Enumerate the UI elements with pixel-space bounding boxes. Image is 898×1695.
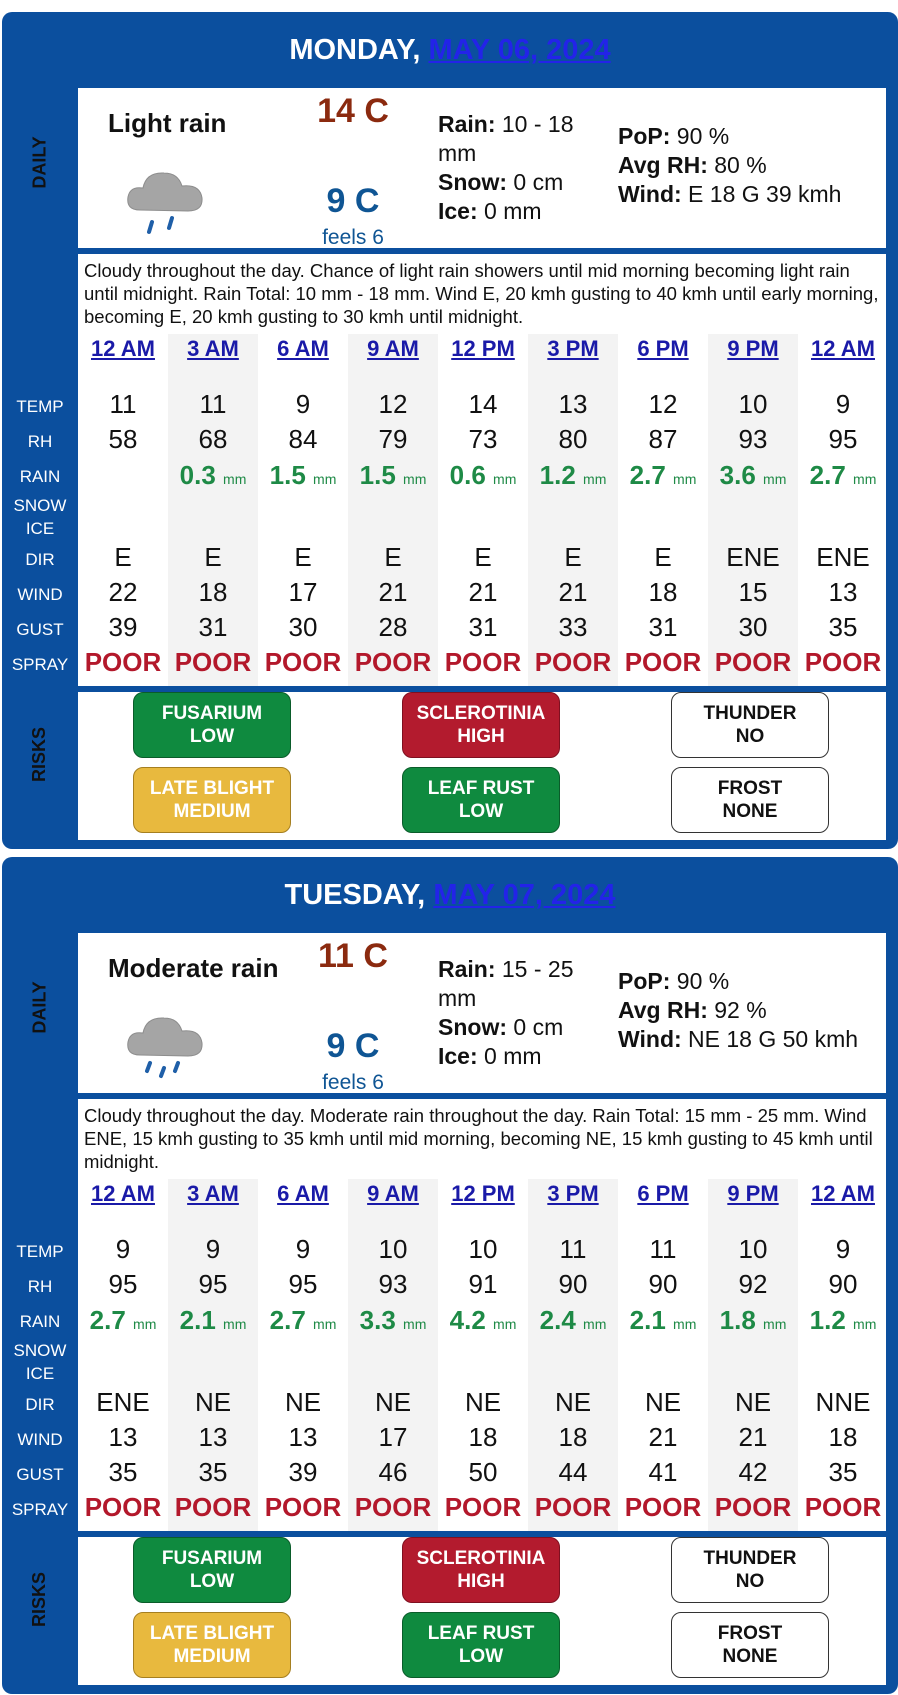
rh-cell: 68 bbox=[198, 424, 228, 454]
wind-cell: 17 bbox=[378, 1422, 408, 1452]
wind-cell: 15 bbox=[738, 577, 768, 607]
rain-unit: mm bbox=[853, 1316, 877, 1332]
temp-cell: 9 bbox=[115, 1234, 131, 1264]
hourly-table bbox=[78, 334, 886, 686]
wind-cell: 13 bbox=[198, 1422, 228, 1452]
rain-amount-value: 15 - 25 mm bbox=[438, 956, 574, 1011]
snow-amount-value: 0 cm bbox=[507, 169, 564, 195]
rain-cloud-icon bbox=[122, 160, 212, 240]
dir-cell: E bbox=[294, 542, 312, 572]
weekday-label: TUESDAY, bbox=[284, 879, 426, 911]
rain-value: 0.6 bbox=[449, 460, 486, 490]
wind-cell: 21 bbox=[648, 1422, 678, 1452]
temp-cell: 11 bbox=[199, 389, 227, 419]
hour-column bbox=[348, 1179, 438, 1531]
risks-side-label: RISKS bbox=[29, 726, 50, 783]
spray-cell: POOR bbox=[264, 647, 342, 677]
rain-cell bbox=[168, 460, 258, 491]
hour-link[interactable]: 6 AM bbox=[277, 1181, 329, 1206]
risk-badge bbox=[671, 767, 829, 833]
hour-column bbox=[258, 1179, 348, 1531]
wind-cell: 18 bbox=[198, 577, 228, 607]
hour-link[interactable]: 12 AM bbox=[811, 336, 875, 361]
row-label-rh: RH bbox=[27, 432, 53, 451]
wind-cell: 17 bbox=[288, 577, 318, 607]
hour-column bbox=[708, 334, 798, 686]
rain-unit: mm bbox=[223, 1316, 247, 1332]
risk-badge bbox=[133, 692, 291, 758]
spray-cell: POOR bbox=[444, 1492, 522, 1522]
day-card bbox=[2, 12, 898, 849]
temp-cell: 11 bbox=[559, 1234, 587, 1264]
risk-badge bbox=[402, 1612, 560, 1678]
rain-cell bbox=[618, 460, 708, 491]
rain-value: 1.2 bbox=[809, 1305, 846, 1335]
rain-value: 1.2 bbox=[539, 460, 576, 490]
rain-cell bbox=[258, 460, 348, 491]
dir-cell: E bbox=[654, 542, 672, 572]
date-link[interactable]: MAY 06, 2024 bbox=[428, 34, 611, 66]
rh-cell: 58 bbox=[108, 424, 138, 454]
row-label-rain: RAIN bbox=[19, 467, 61, 486]
hour-column bbox=[528, 1179, 618, 1531]
rh-cell: 79 bbox=[378, 424, 408, 454]
wind-cell: 18 bbox=[648, 577, 678, 607]
rain-amount-label: Rain: bbox=[438, 956, 496, 982]
avg-rh-label: Avg RH: bbox=[618, 997, 708, 1023]
hour-column bbox=[798, 1179, 888, 1531]
risks-panel bbox=[78, 692, 886, 840]
temp-cell: 10 bbox=[738, 1234, 768, 1264]
risk-badge bbox=[133, 1537, 291, 1603]
rh-cell: 73 bbox=[468, 424, 498, 454]
temp-cell: 10 bbox=[738, 389, 768, 419]
rain-cell bbox=[528, 460, 618, 491]
rain-cell bbox=[708, 1305, 798, 1336]
hour-link[interactable]: 6 PM bbox=[637, 1181, 689, 1206]
spray-cell: POOR bbox=[624, 1492, 702, 1522]
wind-cell: 21 bbox=[378, 577, 408, 607]
rain-unit: mm bbox=[403, 1316, 427, 1332]
row-label-temp: TEMP bbox=[16, 1242, 64, 1261]
forecast-description: Cloudy throughout the day. Moderate rain throughout the day. Rain Total: 15 mm - 25 mm. Wind ENE, 15 kmh gusting to 35 kmh until mid morning, becoming NE, 15 kmh gusting to 45 kmh until midnight. bbox=[84, 1105, 873, 1172]
wind-cell: 18 bbox=[828, 1422, 858, 1452]
rh-cell: 90 bbox=[558, 1269, 588, 1299]
rain-cell bbox=[258, 1305, 348, 1336]
wind-value: E 18 G 39 kmh bbox=[681, 181, 842, 207]
dir-cell: NE bbox=[194, 1387, 232, 1417]
risk-text: LEAF RUST LOW bbox=[427, 778, 535, 822]
wind-cell: 13 bbox=[828, 577, 858, 607]
row-label-snow: SNOW bbox=[13, 1341, 67, 1360]
wind-cell: 18 bbox=[468, 1422, 498, 1452]
day-header bbox=[2, 12, 898, 88]
rain-cell bbox=[438, 1305, 528, 1336]
gust-cell: 42 bbox=[738, 1457, 768, 1487]
spray-cell: POOR bbox=[84, 647, 162, 677]
risk-badge bbox=[671, 1612, 829, 1678]
gust-cell: 28 bbox=[378, 612, 408, 642]
hour-column bbox=[168, 334, 258, 686]
hour-link[interactable]: 9 AM bbox=[367, 336, 419, 361]
dir-cell: E bbox=[474, 542, 492, 572]
rain-cell bbox=[168, 1305, 258, 1336]
spray-cell: POOR bbox=[174, 647, 252, 677]
hour-column bbox=[798, 334, 888, 686]
rain-unit: mm bbox=[313, 1316, 337, 1332]
dir-cell: E bbox=[384, 542, 402, 572]
avg-rh-label: Avg RH: bbox=[618, 152, 708, 178]
high-temp: 11 C bbox=[318, 937, 388, 975]
gust-cell: 31 bbox=[468, 612, 498, 642]
spray-cell: POOR bbox=[444, 647, 522, 677]
gust-cell: 44 bbox=[558, 1457, 588, 1487]
condition-text: Light rain bbox=[108, 108, 227, 138]
temp-cell: 9 bbox=[295, 389, 311, 419]
risk-text: FROST NONE bbox=[717, 1623, 783, 1667]
risk-badge bbox=[402, 692, 560, 758]
temp-cell: 9 bbox=[835, 1234, 851, 1264]
wind-cell: 21 bbox=[738, 1422, 768, 1452]
row-label-ice: ICE bbox=[25, 519, 55, 538]
row-label-gust: GUST bbox=[16, 1465, 64, 1484]
ice-amount-value: 0 mm bbox=[477, 1043, 542, 1069]
row-label-rain: RAIN bbox=[19, 1312, 61, 1331]
spray-cell: POOR bbox=[624, 647, 702, 677]
gust-cell: 33 bbox=[558, 612, 588, 642]
hour-column bbox=[168, 1179, 258, 1531]
rain-value: 2.7 bbox=[269, 1305, 306, 1335]
rh-cell: 80 bbox=[558, 424, 588, 454]
row-label-wind: WIND bbox=[17, 1430, 63, 1449]
dir-cell: ENE bbox=[96, 1387, 150, 1417]
pop-value: 90 % bbox=[670, 968, 730, 994]
hour-column bbox=[348, 334, 438, 686]
risk-badge bbox=[133, 767, 291, 833]
rain-unit: mm bbox=[403, 471, 427, 487]
gust-cell: 31 bbox=[648, 612, 678, 642]
hour-link[interactable]: 9 AM bbox=[367, 1181, 419, 1206]
row-label-wind: WIND bbox=[17, 585, 63, 604]
dir-cell: NE bbox=[734, 1387, 772, 1417]
hour-link[interactable]: 6 PM bbox=[637, 336, 689, 361]
spray-cell: POOR bbox=[804, 647, 882, 677]
rain-value: 1.8 bbox=[719, 1305, 756, 1335]
gust-cell: 35 bbox=[828, 612, 858, 642]
wind-cell: 21 bbox=[558, 577, 588, 607]
hour-column bbox=[528, 334, 618, 686]
rain-value: 1.5 bbox=[269, 460, 306, 490]
risk-text: SCLEROTINIA HIGH bbox=[416, 1548, 546, 1592]
rain-unit: mm bbox=[763, 1316, 787, 1332]
day-header bbox=[2, 857, 898, 933]
temp-cell: 12 bbox=[648, 389, 678, 419]
rain-unit: mm bbox=[673, 1316, 697, 1332]
description-panel bbox=[78, 1099, 886, 1179]
rh-cell: 91 bbox=[468, 1269, 498, 1299]
hour-link[interactable]: 6 AM bbox=[277, 336, 329, 361]
rain-cell bbox=[798, 460, 888, 491]
ice-amount-label: Ice: bbox=[438, 1043, 478, 1069]
avg-rh-value: 92 % bbox=[707, 997, 767, 1023]
pop-label: PoP: bbox=[618, 123, 671, 149]
feels-like: feels 6 bbox=[322, 1071, 384, 1094]
daily-stats bbox=[618, 967, 883, 1054]
hour-link[interactable]: 12 AM bbox=[811, 1181, 875, 1206]
dir-cell: NE bbox=[284, 1387, 322, 1417]
hour-link[interactable]: 12 AM bbox=[91, 1181, 155, 1206]
risk-badge bbox=[671, 1537, 829, 1603]
spray-cell: POOR bbox=[714, 647, 792, 677]
spray-cell: POOR bbox=[534, 1492, 612, 1522]
rain-cell bbox=[618, 1305, 708, 1336]
risk-badge bbox=[402, 767, 560, 833]
rain-unit: mm bbox=[493, 471, 517, 487]
row-label-ice: ICE bbox=[25, 1364, 55, 1383]
rain-unit: mm bbox=[313, 471, 337, 487]
rh-cell: 92 bbox=[738, 1269, 768, 1299]
rain-cell bbox=[348, 460, 438, 491]
dir-cell: E bbox=[114, 542, 132, 572]
wind-cell: 13 bbox=[288, 1422, 318, 1452]
hour-link[interactable]: 9 PM bbox=[727, 1181, 779, 1206]
row-label-dir: DIR bbox=[25, 550, 55, 569]
hour-column bbox=[618, 334, 708, 686]
rain-cell bbox=[78, 1305, 168, 1336]
risk-badge bbox=[402, 1537, 560, 1603]
row-label-snow: SNOW bbox=[13, 496, 67, 515]
risk-text: SCLEROTINIA HIGH bbox=[416, 703, 546, 747]
gust-cell: 39 bbox=[288, 1457, 318, 1487]
temp-cell: 11 bbox=[109, 389, 137, 419]
gust-cell: 35 bbox=[108, 1457, 138, 1487]
rain-value: 2.1 bbox=[179, 1305, 216, 1335]
dir-cell: ENE bbox=[816, 542, 870, 572]
dir-cell: E bbox=[564, 542, 582, 572]
risk-badge bbox=[671, 692, 829, 758]
risks-side-label: RISKS bbox=[29, 1571, 50, 1628]
ice-amount-value: 0 mm bbox=[477, 198, 542, 224]
gust-cell: 35 bbox=[198, 1457, 228, 1487]
temp-cell: 10 bbox=[468, 1234, 498, 1264]
dir-cell: NE bbox=[644, 1387, 682, 1417]
row-label-rh: RH bbox=[27, 1277, 53, 1296]
dir-cell: NNE bbox=[815, 1387, 871, 1417]
daily-stats bbox=[618, 122, 883, 209]
rain-value: 2.1 bbox=[629, 1305, 666, 1335]
avg-rh-value: 80 % bbox=[707, 152, 767, 178]
rain-value: 2.4 bbox=[539, 1305, 576, 1335]
pop-label: PoP: bbox=[618, 968, 671, 994]
rain-unit: mm bbox=[853, 471, 877, 487]
condition-text: Moderate rain bbox=[108, 953, 279, 983]
spray-cell: POOR bbox=[264, 1492, 342, 1522]
rh-cell: 87 bbox=[648, 424, 678, 454]
dir-cell: NE bbox=[464, 1387, 502, 1417]
rain-cell bbox=[528, 1305, 618, 1336]
gust-cell: 46 bbox=[378, 1457, 408, 1487]
hour-column bbox=[708, 1179, 798, 1531]
gust-cell: 35 bbox=[828, 1457, 858, 1487]
hour-link[interactable]: 9 PM bbox=[727, 336, 779, 361]
row-label-spray: SPRAY bbox=[11, 655, 69, 674]
temp-cell: 9 bbox=[835, 389, 851, 419]
gust-cell: 31 bbox=[198, 612, 228, 642]
risk-text: FUSARIUM LOW bbox=[161, 1548, 263, 1592]
risk-text: THUNDER NO bbox=[703, 703, 797, 747]
spray-cell: POOR bbox=[354, 647, 432, 677]
risk-text: LEAF RUST LOW bbox=[427, 1623, 535, 1667]
ice-amount-label: Ice: bbox=[438, 198, 478, 224]
rain-unit: mm bbox=[673, 471, 697, 487]
dir-cell: NE bbox=[374, 1387, 412, 1417]
hour-link[interactable]: 12 PM bbox=[451, 336, 515, 361]
hour-link[interactable]: 12 PM bbox=[451, 1181, 515, 1206]
rain-cell bbox=[438, 460, 528, 491]
risk-badge bbox=[133, 1612, 291, 1678]
rh-cell: 90 bbox=[828, 1269, 858, 1299]
weekday-label: MONDAY, bbox=[289, 34, 421, 66]
hourly-table bbox=[78, 1179, 886, 1531]
risks-panel bbox=[78, 1537, 886, 1685]
daily-side-label: DAILY bbox=[29, 136, 50, 189]
risk-text: FROST NONE bbox=[717, 778, 783, 822]
hour-link[interactable]: 3 AM bbox=[187, 336, 239, 361]
row-label-gust: GUST bbox=[16, 620, 64, 639]
rain-unit: mm bbox=[223, 471, 247, 487]
rain-value: 3.6 bbox=[719, 460, 756, 490]
row-label-temp: TEMP bbox=[16, 397, 64, 416]
daily-summary bbox=[78, 933, 886, 1093]
row-label-dir: DIR bbox=[25, 1395, 55, 1414]
rain-value: 2.7 bbox=[629, 460, 666, 490]
gust-cell: 41 bbox=[648, 1457, 678, 1487]
wind-cell: 13 bbox=[108, 1422, 138, 1452]
rain-value: 4.2 bbox=[449, 1305, 486, 1335]
spray-cell: POOR bbox=[534, 647, 612, 677]
hour-link[interactable]: 3 PM bbox=[547, 336, 599, 361]
temp-cell: 12 bbox=[378, 389, 408, 419]
temp-cell: 9 bbox=[295, 1234, 311, 1264]
risk-text: LATE BLIGHT MEDIUM bbox=[149, 1623, 275, 1667]
wind-label: Wind: bbox=[618, 1026, 682, 1052]
rh-cell: 84 bbox=[288, 424, 318, 454]
temp-cell: 11 bbox=[649, 1234, 677, 1264]
rh-cell: 93 bbox=[378, 1269, 408, 1299]
temp-cell: 13 bbox=[558, 389, 588, 419]
rh-cell: 95 bbox=[108, 1269, 138, 1299]
hour-link[interactable]: 12 AM bbox=[91, 336, 155, 361]
hour-column bbox=[618, 1179, 708, 1531]
gust-cell: 30 bbox=[738, 612, 768, 642]
temp-cell: 14 bbox=[468, 389, 498, 419]
wind-label: Wind: bbox=[618, 181, 682, 207]
rh-cell: 93 bbox=[738, 424, 768, 454]
gust-cell: 30 bbox=[288, 612, 318, 642]
precip-amounts bbox=[438, 110, 603, 226]
snow-amount-label: Snow: bbox=[438, 1014, 507, 1040]
rain-value: 0.3 bbox=[179, 460, 216, 490]
daily-side-label: DAILY bbox=[29, 981, 50, 1034]
row-label-spray: SPRAY bbox=[11, 1500, 69, 1519]
risk-text: THUNDER NO bbox=[703, 1548, 797, 1592]
risk-text: FUSARIUM LOW bbox=[161, 703, 263, 747]
gust-cell: 39 bbox=[108, 612, 138, 642]
gust-cell: 50 bbox=[468, 1457, 498, 1487]
pop-value: 90 % bbox=[670, 123, 730, 149]
hour-link[interactable]: 3 PM bbox=[547, 1181, 599, 1206]
hour-link[interactable]: 3 AM bbox=[187, 1181, 239, 1206]
rain-cell bbox=[348, 1305, 438, 1336]
rh-cell: 95 bbox=[288, 1269, 318, 1299]
rain-cloud-icon bbox=[122, 1005, 212, 1085]
rh-cell: 90 bbox=[648, 1269, 678, 1299]
low-temp: 9 C bbox=[326, 182, 380, 220]
rain-unit: mm bbox=[583, 471, 607, 487]
rain-value: 3.3 bbox=[359, 1305, 396, 1335]
hour-column bbox=[438, 1179, 528, 1531]
hour-column bbox=[78, 334, 168, 686]
rain-value: 2.7 bbox=[89, 1305, 126, 1335]
dir-cell: ENE bbox=[726, 542, 780, 572]
temp-cell: 10 bbox=[378, 1234, 408, 1264]
rain-value: 1.5 bbox=[359, 460, 396, 490]
rain-cell bbox=[708, 460, 798, 491]
description-panel bbox=[78, 254, 886, 334]
rain-amount-value: 10 - 18 mm bbox=[438, 111, 574, 166]
daily-summary bbox=[78, 88, 886, 248]
hour-column bbox=[78, 1179, 168, 1531]
rh-cell: 95 bbox=[828, 424, 858, 454]
temp-cell: 9 bbox=[205, 1234, 221, 1264]
spray-cell: POOR bbox=[174, 1492, 252, 1522]
risk-text: LATE BLIGHT MEDIUM bbox=[149, 778, 275, 822]
rain-unit: mm bbox=[133, 1316, 157, 1332]
dir-cell: NE bbox=[554, 1387, 592, 1417]
feels-like: feels 6 bbox=[322, 226, 384, 249]
rain-amount-label: Rain: bbox=[438, 111, 496, 137]
spray-cell: POOR bbox=[354, 1492, 432, 1522]
rain-unit: mm bbox=[763, 471, 787, 487]
wind-cell: 22 bbox=[108, 577, 138, 607]
rh-cell: 95 bbox=[198, 1269, 228, 1299]
wind-value: NE 18 G 50 kmh bbox=[681, 1026, 859, 1052]
date-link[interactable]: MAY 07, 2024 bbox=[433, 879, 616, 911]
low-temp: 9 C bbox=[326, 1027, 380, 1065]
dir-cell: E bbox=[204, 542, 222, 572]
forecast-description: Cloudy throughout the day. Chance of light rain showers until mid morning becoming light rain until midnight. Rain Total: 10 mm - 18 mm. Wind E, 20 kmh gusting to 40 kmh until early morning, becoming E, 20 kmh gusting to 30 kmh until midnight. bbox=[84, 260, 879, 327]
spray-cell: POOR bbox=[804, 1492, 882, 1522]
spray-cell: POOR bbox=[714, 1492, 792, 1522]
spray-cell: POOR bbox=[84, 1492, 162, 1522]
day-card bbox=[2, 857, 898, 1694]
rain-unit: mm bbox=[493, 1316, 517, 1332]
rain-unit: mm bbox=[583, 1316, 607, 1332]
hour-column bbox=[258, 334, 348, 686]
precip-amounts bbox=[438, 955, 603, 1071]
rain-value: 2.7 bbox=[809, 460, 846, 490]
wind-cell: 21 bbox=[468, 577, 498, 607]
hour-column bbox=[438, 334, 528, 686]
rain-cell bbox=[798, 1305, 888, 1336]
snow-amount-value: 0 cm bbox=[507, 1014, 564, 1040]
wind-cell: 18 bbox=[558, 1422, 588, 1452]
high-temp: 14 C bbox=[317, 92, 389, 130]
snow-amount-label: Snow: bbox=[438, 169, 507, 195]
